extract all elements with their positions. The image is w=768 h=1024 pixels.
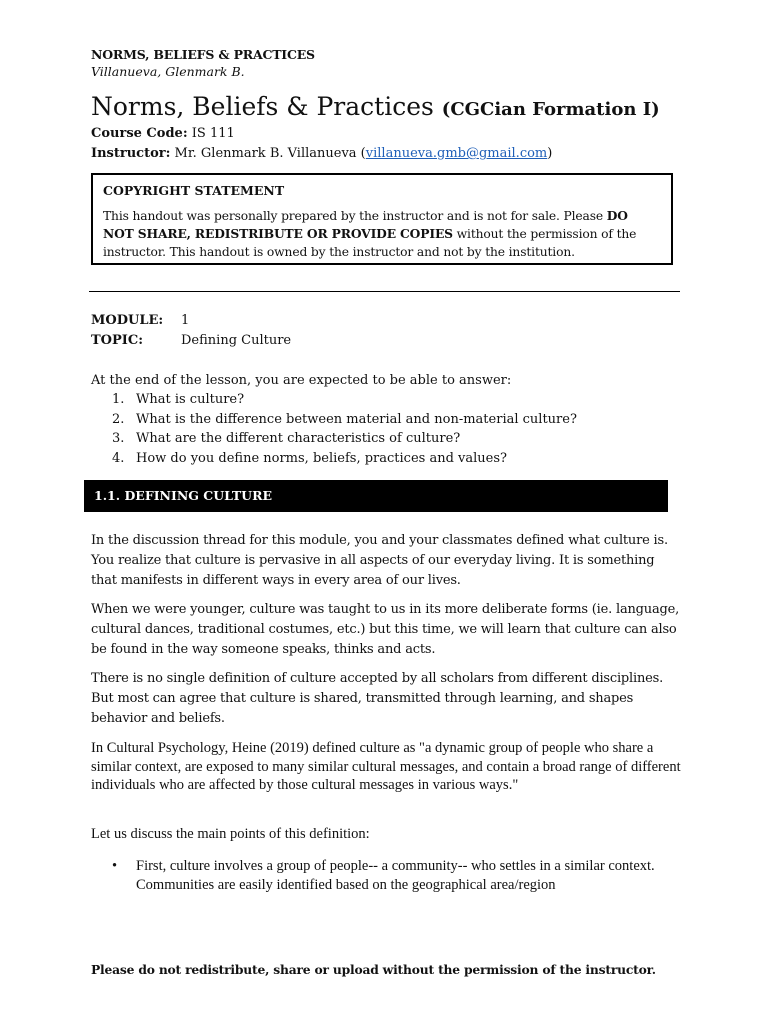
topic-line [91,333,291,348]
module-value: 1 [181,313,190,328]
instructor-line [91,146,552,161]
instructor-email-link[interactable]: villanueva.gmb@gmail.com [365,146,548,161]
module-label: MODULE: [91,313,164,328]
document-title [91,92,660,121]
course-code-line [91,126,235,141]
module-line [91,313,189,328]
objectives-intro: At the end of the lesson, you are expected to be able to answer: [91,373,512,388]
horizontal-divider [89,291,680,292]
paragraph-3: There is no single definition of culture accepted by all scholars from different disciplines. But most can agree that culture is shared, transmitted through learning, and shapes behavior and beliefs. [91,671,664,726]
running-header-title: NORMS, BELIEFS & PRACTICES [91,47,315,62]
bullet-dot-icon: • [112,858,118,874]
paragraph-1: In the discussion thread for this module, you and your classmates defined what culture is. You realize that culture is pervasive in all aspects of our everyday living. It is something that manifests in different ways in every area of our lives. [91,533,668,588]
objectives-list [112,390,577,468]
list-item: 4. How do you define norms, beliefs, practices and values? [112,450,507,466]
section-heading: 1.1. DEFINING CULTURE [84,480,668,512]
page-footer-notice: Please do not redistribute, share or upload without the permission of the instructor. [91,962,656,977]
copyright-text [103,207,661,261]
course-code-value: IS 111 [191,126,235,141]
instructor-name: Mr. Glenmark B. Villanueva ( [174,146,366,161]
copyright-text-part2: without the permission of the instructor. This handout is owned by the instructor and not by the institution. [103,227,637,259]
copyright-text-bold: DO NOT SHARE, REDISTRIBUTE OR PROVIDE COPIES [103,208,628,241]
copyright-title: COPYRIGHT STATEMENT [103,183,285,198]
topic-value: Defining Culture [181,333,292,348]
title-subtitle: (CGCian Formation I) [441,99,660,120]
list-item: 1. What is culture? [112,392,245,407]
copyright-text-part1: This handout was personally prepared by the instructor and is not for sale. Please [103,209,607,223]
course-code-label: Course Code: [91,126,188,141]
instructor-label: Instructor: [91,146,171,161]
paragraph-2: When we were younger, culture was taught to us in its more deliberate forms (ie. language, cultural dances, traditional costumes, etc.) but this time, we will learn that culture can also be found in the way someone speaks, thinks and acts. [91,602,680,657]
bullet-text: First, culture involves a group of people-- a community-- who settles in a similar context. Communities are easily identified based on the geographical area/region [136,858,655,893]
copyright-statement-box [91,173,673,265]
list-item: 3. What are the different characteristics of culture? [112,431,461,446]
instructor-close-paren: ) [547,146,553,161]
running-header-author: Villanueva, Glenmark B. [91,64,245,79]
title-main: Norms, Beliefs & Practices [91,92,434,121]
paragraph-5: Let us discuss the main points of this definition: [91,826,370,842]
list-item: 2. What is the difference between material and non-material culture? [112,411,577,427]
paragraph-4: In Cultural Psychology, Heine (2019) defined culture as "a dynamic group of people who share a similar context, are exposed to many similar cultural messages, and contain a broad range of different individuals who are affected by those cultural messages in various ways." [91,740,681,793]
topic-label: TOPIC: [91,333,143,348]
